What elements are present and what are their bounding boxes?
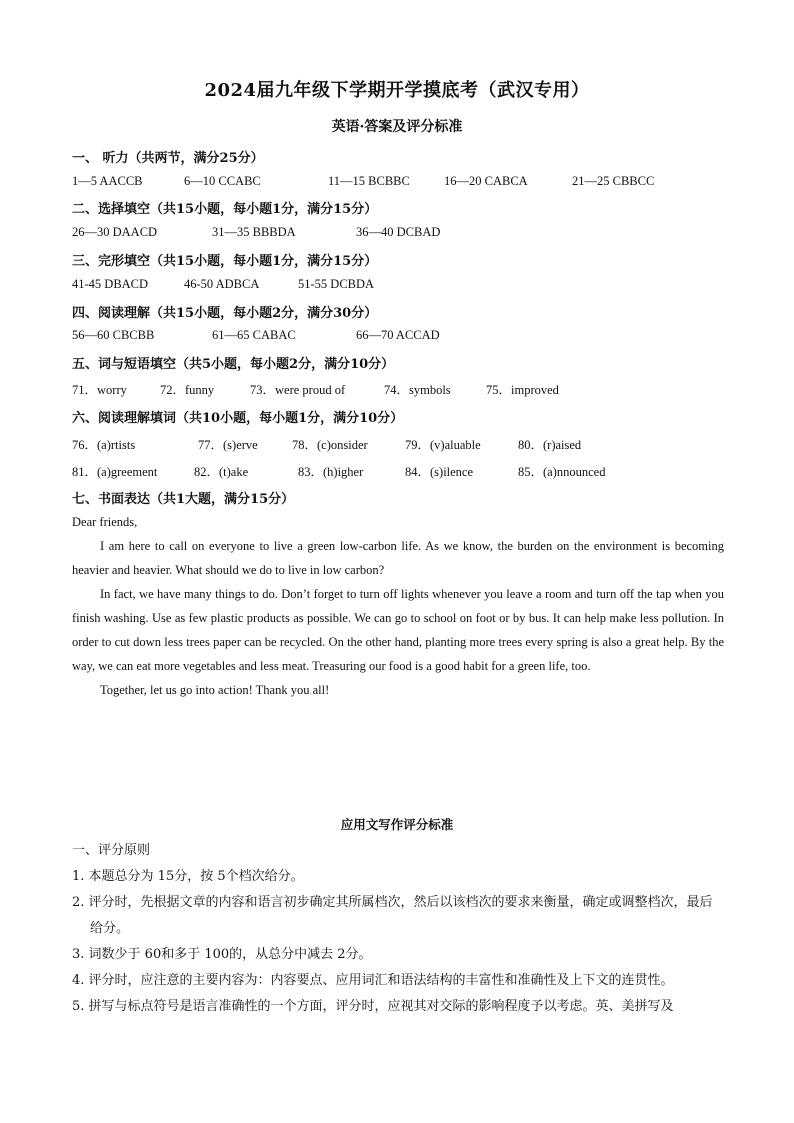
answer-item: 72．funny	[160, 383, 215, 397]
document-title: 2024届九年级下学期开学摸底考（武汉专用）	[204, 80, 590, 101]
letter-paragraph: I am here to call on everyone to live a green low-carbon life. As we know, the burden on the environment is becoming heavier and heavier. What should we do to live in low carbon?	[72, 539, 724, 577]
answer-group: 11—15 BCBBC	[328, 174, 410, 188]
answers-choice	[72, 225, 724, 245]
answer-item: 75．improved	[486, 383, 559, 397]
section-heading-cloze: 三、完形填空（共15小题，每小题1分，满分15分）	[72, 254, 378, 269]
section-heading-reading: 四、阅读理解（共15小题，每小题2分，满分30分）	[72, 306, 378, 321]
answers-reading-fill-2	[72, 462, 724, 482]
answer-group: 16—20 CABCA	[444, 174, 528, 188]
answer-item: 77．(s)erve	[198, 438, 258, 452]
answers-word-fill	[72, 380, 724, 400]
answer-group: 41-45 DBACD	[72, 277, 149, 291]
answer-group: 56—60 CBCBB	[72, 328, 155, 342]
answer-group: 46-50 ADBCA	[184, 277, 260, 291]
section-heading-word-fill: 五、词与短语填空（共5小题，每小题2分，满分10分）	[72, 357, 395, 372]
answers-cloze	[72, 277, 724, 297]
criteria-item: 5. 拼写与标点符号是语言准确性的一个方面，评分时，应视其对交际的影响程度予以考虑。英、美拼写及	[72, 999, 674, 1014]
criteria-item: 4. 评分时，应注意的主要内容为：内容要点、应用词汇和语法结构的丰富性和准确性及上下文的连贯性。	[72, 973, 674, 988]
answers-reading	[72, 328, 724, 348]
answer-item: 74．symbols	[384, 383, 451, 397]
answer-group: 21—25 CBBCC	[572, 174, 655, 188]
answer-item: 79．(v)aluable	[405, 438, 481, 452]
answer-group: 66—70 ACCAD	[356, 328, 440, 342]
criteria-item: 1. 本题总分为 15分，按 5个档次给分。	[72, 869, 304, 884]
answer-group: 36—40 DCBAD	[356, 225, 441, 239]
section-heading-writing: 七、书面表达（共1大题，满分15分）	[72, 492, 295, 507]
answer-item: 78．(c)onsider	[292, 438, 368, 452]
criteria-item: 2. 评分时，先根据文章的内容和语言初步确定其所属档次，然后以该档次的要求来衡量，确定或调整档次，最后给分。	[72, 895, 713, 936]
answer-group: 61—65 CABAC	[212, 328, 296, 342]
answers-listening	[72, 174, 724, 194]
criteria-title: 应用文写作评分标准	[340, 817, 454, 832]
answer-item: 85．(a)nnounced	[518, 465, 606, 479]
answer-group: 1—5 AACCB	[72, 174, 143, 188]
answers-reading-fill-1	[72, 435, 724, 455]
answer-item: 81．(a)greement	[72, 465, 158, 479]
criteria-heading: 一、评分原则	[72, 843, 151, 858]
answer-item: 84．(s)ilence	[405, 465, 474, 479]
answer-group: 31—35 BBBDA	[212, 225, 296, 239]
section-heading-choice: 二、选择填空（共15小题，每小题1分，满分15分）	[72, 202, 378, 217]
criteria-item: 3. 词数少于 60和多于 100的，从总分中减去 2分。	[72, 947, 372, 962]
answer-item: 76．(a)rtists	[72, 438, 136, 452]
letter-paragraph: Together, let us go into action! Thank you all!	[100, 683, 330, 697]
answer-item: 71．worry	[72, 383, 127, 397]
letter-greeting: Dear friends,	[72, 515, 138, 529]
section-heading-listening: 一、 听力（共两节，满分25分）	[72, 151, 264, 166]
letter-paragraph: In fact, we have many things to do. Don’t forget to turn off lights whenever you leave a room and turn off the tap when you finish washing. Use as few plastic products as possible. We can go to school on foot or by bus. It can help make less pollution. In order to cut down less trees paper can be recycled. On the other hand, planting more trees every spring is also a great help. By the way, we can eat more vegetables and less meat. Treasuring our food is a good habit for a green life, too.	[72, 587, 724, 673]
answer-group: 51-55 DCBDA	[298, 277, 375, 291]
document-subtitle: 英语·答案及评分标准	[331, 119, 463, 135]
criteria-list	[72, 838, 724, 1020]
section-heading-reading-fill: 六、阅读理解填词（共10小题，每小题1分，满分10分）	[72, 411, 404, 426]
answer-group: 6—10 CCABC	[184, 174, 261, 188]
sample-letter	[72, 510, 724, 702]
answer-item: 83．(h)igher	[298, 465, 364, 479]
answer-item: 73．were proud of	[250, 383, 346, 397]
answer-item: 80．(r)aised	[518, 438, 582, 452]
answer-group: 26—30 DAACD	[72, 225, 158, 239]
answer-item: 82．(t)ake	[194, 465, 249, 479]
